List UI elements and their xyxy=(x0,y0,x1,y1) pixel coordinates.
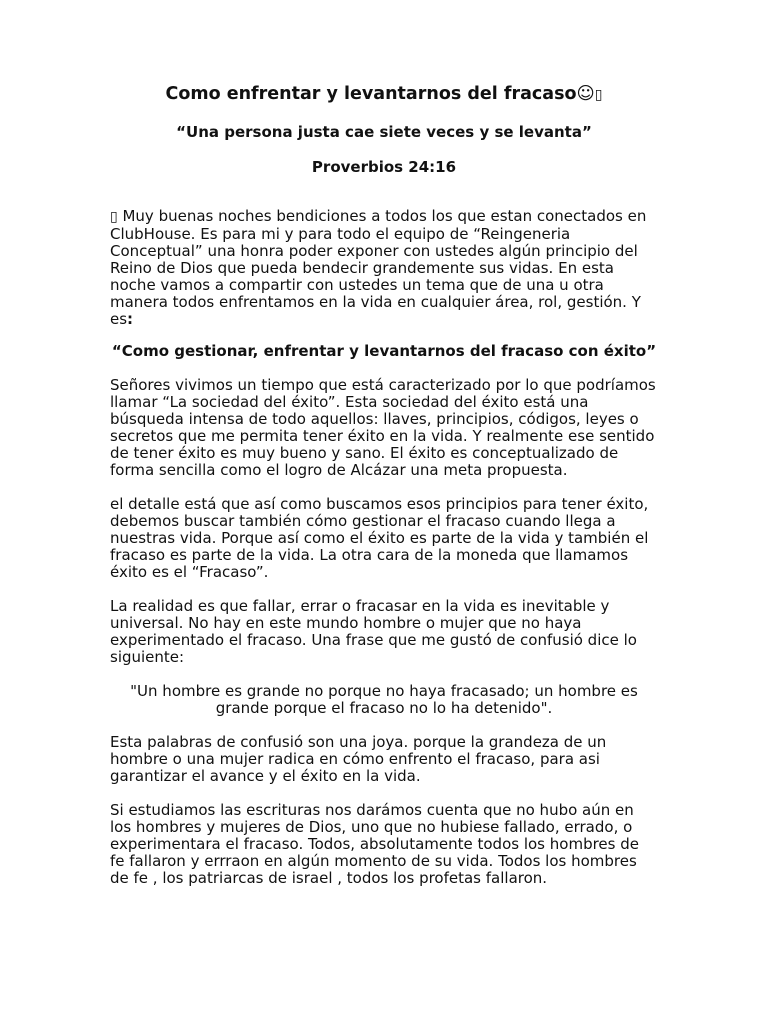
section-heading: “Como gestionar, enfrentar y levantarnos del fracaso con éxito” xyxy=(111,342,657,360)
confucius-quote: "Un hombre es grande no porque no haya fracasado; un hombre es grande porque el fracaso no lo ha detenido". xyxy=(130,682,638,717)
missing-glyph-icon: ▯ xyxy=(110,209,118,225)
document-page xyxy=(110,84,658,904)
bible-reference: Proverbios 24:16 xyxy=(311,158,457,176)
paragraph: Señores vivimos un tiempo que está caracterizado por lo que podríamos llamar “La sociedad del éxito”. Esta sociedad del éxito está una búsqueda intensa de todo aquellos: llaves, principios, códigos, leyes o secretos que me permita tener éxito en la vida. Y realmente ese sentido de tener éxito es muy bueno y sano. El éxito es conceptualizado de forma sencilla como el logro de Alcázar una meta propuesta. xyxy=(110,376,656,479)
paragraph: el detalle está que así como buscamos esos principios para tener éxito, debemos buscar también cómo gestionar el fracaso cuando llega a nuestras vida. Porque así como el éxito es parte de la vida y también el fracaso es parte de la vida. La otra cara de la moneda que llamamos éxito es el “Fracaso”. xyxy=(110,495,649,581)
paragraph: La realidad es que fallar, errar o fracasar en la vida es inevitable y universal. No hay en este mundo hombre o mujer que no haya experimentado el fracaso. Una frase que me gustó de confusió dice lo siguiente: xyxy=(110,597,637,666)
intro-paragraph: ▯ Muy buenas noches bendiciones a todos los que estan conectados en ClubHouse. Es para mi y para todo el equipo de “Reingeneria Conceptual” una honra poder exponer con ustedes algún principio del Reino de Dios que pueda bendecir grandemente sus vidas. En esta noche vamos a compartir con ustedes un tema que de una u otra manera todos enfrentamos en la vida en cualquier área, rol, gestión. Y es: xyxy=(110,207,647,328)
bible-quote: “Una persona justa cae siete veces y se levanta” xyxy=(176,123,592,141)
missing-glyph-icon: ▯ xyxy=(594,87,603,103)
document-title: Como enfrentar y levantarnos del fracaso☺▯ xyxy=(165,84,603,104)
paragraph: Esta palabras de confusió son una joya. porque la grandeza de un hombre o una mujer radica en cómo enfrento el fracaso, para asi garantizar el avance y el éxito en la vida. xyxy=(110,733,607,785)
paragraph: Si estudiamos las escrituras nos darámos cuenta que no hubo aún en los hombres y mujeres de Dios, uno que no hubiese fallado, errado, o experimentara el fracaso. Todos, absolutamente todos los hombres de fe fallaron y errraon en algún momento de su vida. Todos los hombres de fe , los patriarcas de israel , todos los profetas fallaron. xyxy=(110,801,639,887)
